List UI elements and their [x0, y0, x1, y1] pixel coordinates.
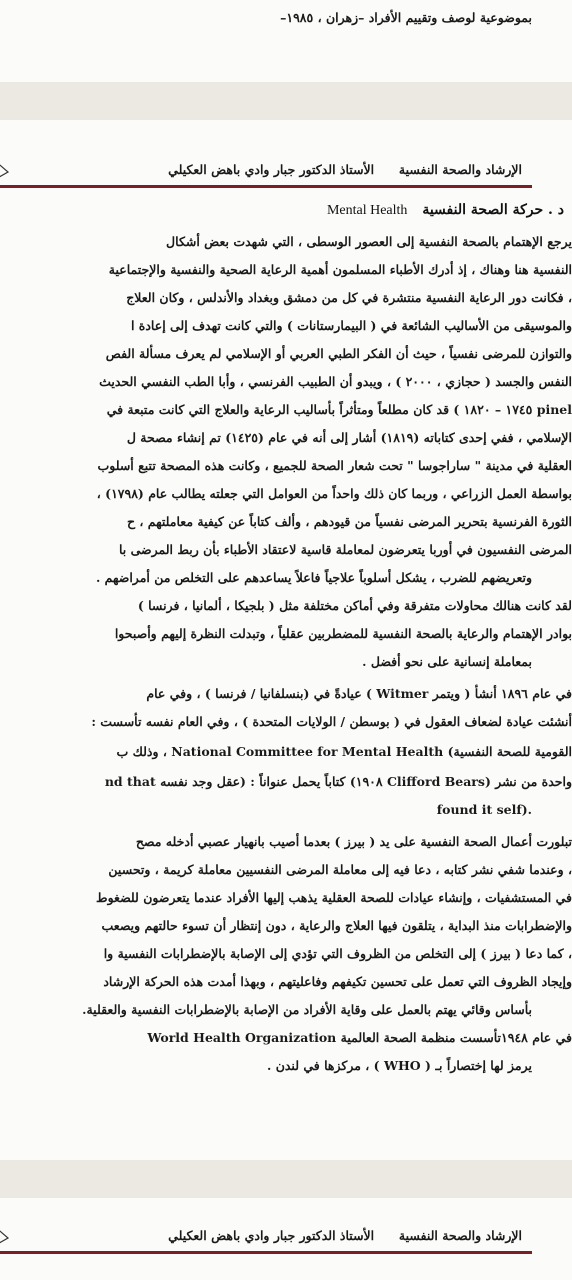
- text-line: والإضطرابات منذ البداية ، يتلقون فيها العلاج والرعاية ، دون إنتظار أن تسوء حالتهم ويصعب: [101, 918, 572, 933]
- text-line: .(found it self: [436, 802, 532, 817]
- text-line: لقد كانت هنالك محاولات متفرقة وفي أماكن مختلفة مثل ( بلجيكا ، ألمانيا ، فرنسا ): [137, 598, 572, 613]
- text-line: ، وعندما شفي نشر كتابه ، دعا فيه إلى معاملة المرضى النفسيين معاملة كريمة ، وتحسين: [108, 862, 572, 877]
- previous-page-last-line: بموضوعية لوصف وتقييم الأفراد –زهران ، ١٩٨٥–: [280, 10, 532, 25]
- text-line: بأساس وقائي يهتم بالعمل على وقاية الأفراد من الإصابة بالإضطرابات النفسية والعقلية.: [82, 1002, 532, 1017]
- text-line: واحدة من نشر (Clifford Bears ١٩٠٨) كتاباً يحمل عنواناً : (عقل وجد نفسه nd that: [104, 774, 572, 789]
- page-header: [0, 154, 572, 188]
- text-line: pinel ١٧٤٥ – ١٨٢٠ ) قد كان مطلعاً ومتأثراً بأساليب الرعاية والعلاج التي كانت متبعة في: [106, 402, 572, 417]
- page-fragment-top: [0, 0, 572, 82]
- header-rule: [0, 1251, 532, 1254]
- header-corner-icon: [0, 1224, 12, 1248]
- text-line: النفسية هنا وهناك ، إذ أدرك الأطباء المسلمون أهمية الرعاية الصحية والنفسية والإجتماعية: [108, 262, 572, 277]
- page-gap: [0, 1160, 572, 1198]
- text-line: في عام ١٩٤٨تأسست منظمة الصحة العالمية World Health Organization: [147, 1030, 572, 1045]
- header-author: الأستاذ الدكتور جبار وادي باهض العكيلي: [168, 1228, 375, 1243]
- header-text: [168, 1228, 522, 1243]
- text-line: وتعريضهم للضرب ، يشكل أسلوباً علاجياً فاعلاً يساعدهم على التخلص من أمراضهم .: [95, 570, 532, 585]
- section-heading-arabic: د . حركة الصحة النفسية: [422, 202, 564, 218]
- next-page-fragment: [0, 1198, 572, 1280]
- page-header: [0, 1220, 572, 1254]
- text-line: وإيجاد الظروف التي تعمل على تحسين تكيفهم وفاعليتهم ، وبهذا أمدت هذه الحركة الإرشاد: [103, 974, 572, 989]
- section-heading: [327, 202, 564, 219]
- text-line: في عام ١٨٩٦ أنشأ ( ويتمر Witmer ) عيادةً في (بنسلفانيا / فرنسا ) ، وفي عام: [146, 686, 572, 701]
- text-line: يرجع الإهتمام بالصحة النفسية إلى العصور الوسطى ، التي شهدت بعض أشكال: [166, 234, 572, 249]
- header-rule: [0, 185, 532, 188]
- document-page: [0, 120, 572, 1160]
- header-author: الأستاذ الدكتور جبار وادي باهض العكيلي: [168, 162, 375, 177]
- text-line: يرمز لها إختصاراً بـ ( WHO ) ، مركزها في لندن .: [266, 1058, 532, 1073]
- text-line: المرضى النفسيون في أوربا يتعرضون لمعاملة قاسية لاعتقاد الأطباء بأن ربط المرضى با: [118, 542, 572, 557]
- text-line: والموسيقى من الأساليب الشائعة في ( البيمارستانات ) والتي كانت تهدف إلى إعادة ا: [130, 318, 572, 333]
- text-line: القومية للصحة النفسية) National Committee for Mental Health ، وذلك ب: [116, 744, 572, 759]
- header-corner-icon: [0, 158, 12, 182]
- text-line: النفس والجسد ( حجازي ، ٢٠٠٠ ) ، ويبدو أن الطبيب الفرنسي ، وأبا الطب النفسي الحديث: [99, 374, 572, 389]
- header-course-title: الإرشاد والصحة النفسية: [398, 1228, 522, 1243]
- text-line: تبلورت أعمال الصحة النفسية على يد ( بيرز ) بعدما أصيب بانهيار عصبي أدخله مصح: [135, 834, 572, 849]
- section-heading-english: Mental Health: [326, 203, 408, 218]
- page-gap: [0, 82, 572, 120]
- text-line: بواسطة العمل الزراعي ، وربما كان ذلك واحداً من العوامل التي جعلته يطالب عام (١٧٩٨) ،: [96, 486, 572, 501]
- text-line: الإسلامي ، ففي إحدى كتاباته (١٨١٩) أشار إلى أنه في عام (١٤٢٥) تم إنشاء مصحة ل: [126, 430, 572, 445]
- text-line: في المستشفيات ، وإنشاء عيادات للصحة العقلية يذهب إليها الأفراد عندما يتعرضون للضغوط: [96, 890, 572, 905]
- text-line: ، فكانت دور الرعاية النفسية منتشرة في كل من دمشق وبغداد والأندلس ، وكان العلاج: [126, 290, 572, 305]
- text-line: بمعاملة إنسانية على نحو أفضل .: [362, 654, 532, 669]
- text-line: العقلية في مدينة " ساراجوسا " تحت شعار الصحة للجميع ، وكانت هذه المصحة تتبع أسلوب: [97, 458, 572, 473]
- text-line: بوادر الإهتمام والرعاية بالصحة النفسية للمضطربين عقلياً ، وتبدلت النظرة إليهم وأصبحوا: [114, 626, 572, 641]
- text-line: أنشئت عيادة لضعاف العقول في ( بوسطن / الولايات المتحدة ) ، وفي العام نفسه تأسست :: [91, 714, 572, 729]
- header-course-title: الإرشاد والصحة النفسية: [398, 162, 522, 177]
- text-line: الثورة الفرنسية بتحرير المرضى نفسياً من قيودهم ، وألف كتاباً عن كيفية معاملتهم ، ح: [126, 514, 572, 529]
- header-text: [168, 162, 522, 177]
- text-line: ، كما دعا ( بيرز ) إلى التخلص من الظروف التي تؤدي إلى الإصابة بالإضطرابات النفسية وا: [103, 946, 572, 961]
- text-line: والتوازن للمرضى نفسياً ، حيث أن الفكر الطبي العربي أو الإسلامي لم يعرف مسألة الفص: [105, 346, 572, 361]
